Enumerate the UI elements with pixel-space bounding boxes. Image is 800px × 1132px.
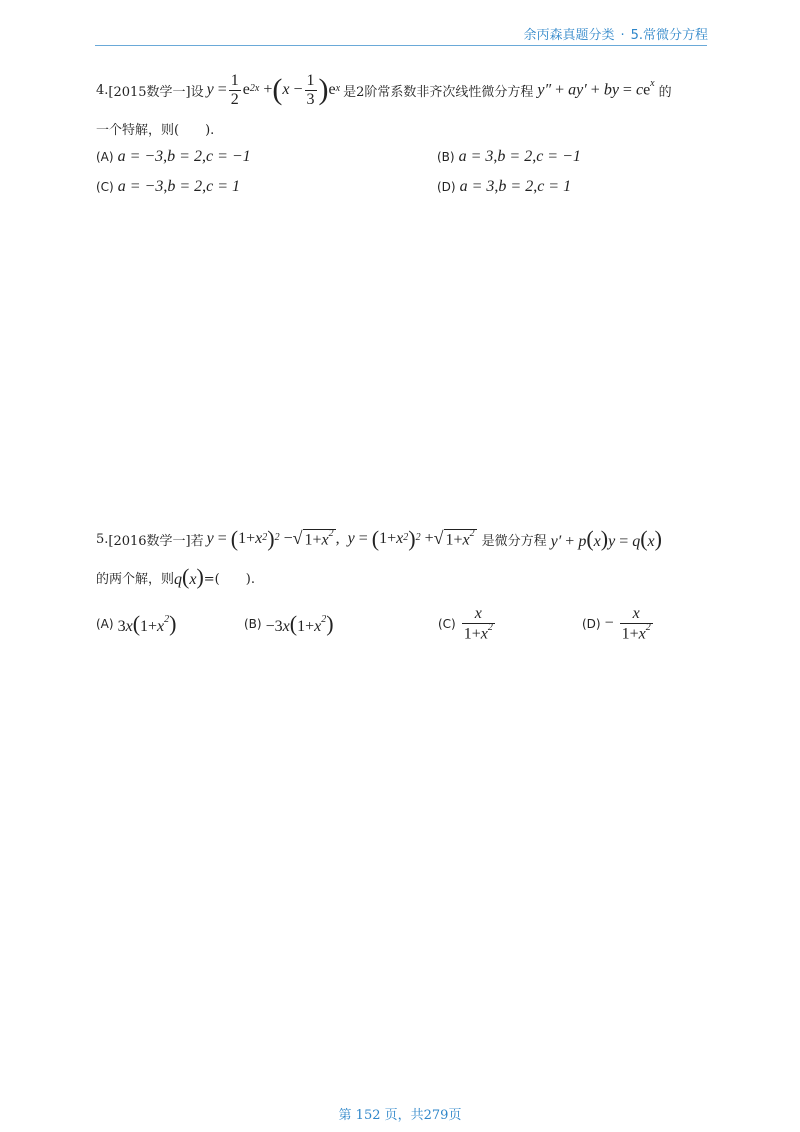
choice-label: (B) bbox=[437, 150, 455, 164]
header-separator: · bbox=[620, 28, 625, 43]
formula-ode: y″ + ay′ + by = $ce^x$ bbox=[537, 78, 655, 99]
choice-4a[interactable]: (A) a = −3 , b = 2 , c = −1 bbox=[96, 148, 251, 165]
question-number: 5. bbox=[96, 531, 109, 547]
choice-label: (D) bbox=[437, 180, 456, 194]
choice-value-c: c = 1 bbox=[206, 178, 241, 195]
choice-value-c: c = 1 bbox=[537, 178, 572, 195]
choice-label: (A) bbox=[96, 617, 114, 631]
choice-formula: $-3x(1+x^2)$ bbox=[265, 610, 334, 636]
choice-formula: − $\frac{x}{1+x^2}$ bbox=[604, 605, 651, 643]
formula-particular-solution: y = $\frac{1}{2}$ e $^{2x}$ + ( x − $\frac{1}{3}$ ) e $^x$ bbox=[206, 71, 341, 108]
choice-label: (A) bbox=[96, 150, 114, 164]
choice-value-a: a = −3 bbox=[117, 178, 164, 195]
question-lead: 若 bbox=[190, 533, 204, 549]
choice-value-a: a = −3 bbox=[117, 148, 164, 165]
question-number: 4. bbox=[96, 82, 109, 98]
formula-ode-linear: y′ + p(x)y = q(x) bbox=[550, 525, 662, 551]
question-4-stem bbox=[96, 68, 672, 112]
choice-5a[interactable] bbox=[96, 610, 176, 638]
choice-5c[interactable] bbox=[438, 604, 497, 644]
choice-label: (C) bbox=[438, 617, 456, 631]
choice-4c[interactable]: (C) a = −3 , b = 2 , c = 1 bbox=[96, 178, 241, 195]
choice-value-b: b = 2 bbox=[167, 178, 203, 195]
choice-value-b: b = 2 bbox=[167, 148, 202, 165]
question-5-line2 bbox=[96, 566, 255, 589]
question-4-line2: 一个特解，则( ). bbox=[96, 123, 215, 138]
choice-value-c: c = −1 bbox=[536, 148, 581, 165]
choice-label: (B) bbox=[244, 617, 262, 631]
choice-4d[interactable]: (D) a = 3 , b = 2 , c = 1 bbox=[437, 178, 572, 195]
choice-label: (D) bbox=[582, 617, 601, 631]
choice-formula: $3x(1+x^2)$ bbox=[117, 610, 177, 636]
book-title: 余丙森真题分类 bbox=[523, 28, 615, 43]
chapter-title: 5.常微分方程 bbox=[630, 28, 708, 43]
question-end: 的 bbox=[658, 84, 672, 100]
page-footer: 第 152 页，共279页 bbox=[338, 1108, 462, 1123]
choice-value-b: b = 2 bbox=[497, 148, 533, 165]
formula-q-of-x: q(x) bbox=[174, 564, 204, 589]
choice-4b[interactable]: (B) a = 3 , b = 2 , c = −1 bbox=[437, 148, 581, 165]
question-tail: 是微分方程 bbox=[481, 533, 547, 549]
choice-value-a: a = 3 bbox=[458, 148, 494, 165]
header-rule bbox=[95, 45, 707, 46]
question-line2-pre: 的两个解，则 bbox=[96, 572, 175, 587]
choice-value-b: b = 2 bbox=[498, 178, 534, 195]
question-5-stem bbox=[96, 524, 662, 554]
question-line2-post: =( ). bbox=[203, 572, 255, 587]
formula-two-solutions: y = ( 1 + x $^2$ ) $^2$ − √ $1+x^2$ , y = ( 1 + x $^2$ ) $^2$ + √ $1+x^2$ bbox=[206, 526, 475, 551]
question-lead: 设 bbox=[190, 84, 204, 100]
choice-label: (C) bbox=[96, 180, 114, 194]
choice-5b[interactable] bbox=[244, 610, 334, 638]
choice-formula: $\frac{x}{1+x^2}$ bbox=[463, 605, 493, 643]
question-source: [2015数学一] bbox=[108, 84, 191, 100]
page-header bbox=[0, 24, 708, 43]
choice-value-c: c = −1 bbox=[205, 148, 251, 165]
question-source: [2016数学一] bbox=[108, 533, 191, 549]
question-tail: 是2阶常系数非齐次线性微分方程 bbox=[343, 84, 534, 100]
choice-value-a: a = 3 bbox=[459, 178, 495, 195]
choice-5d[interactable] bbox=[582, 604, 655, 644]
